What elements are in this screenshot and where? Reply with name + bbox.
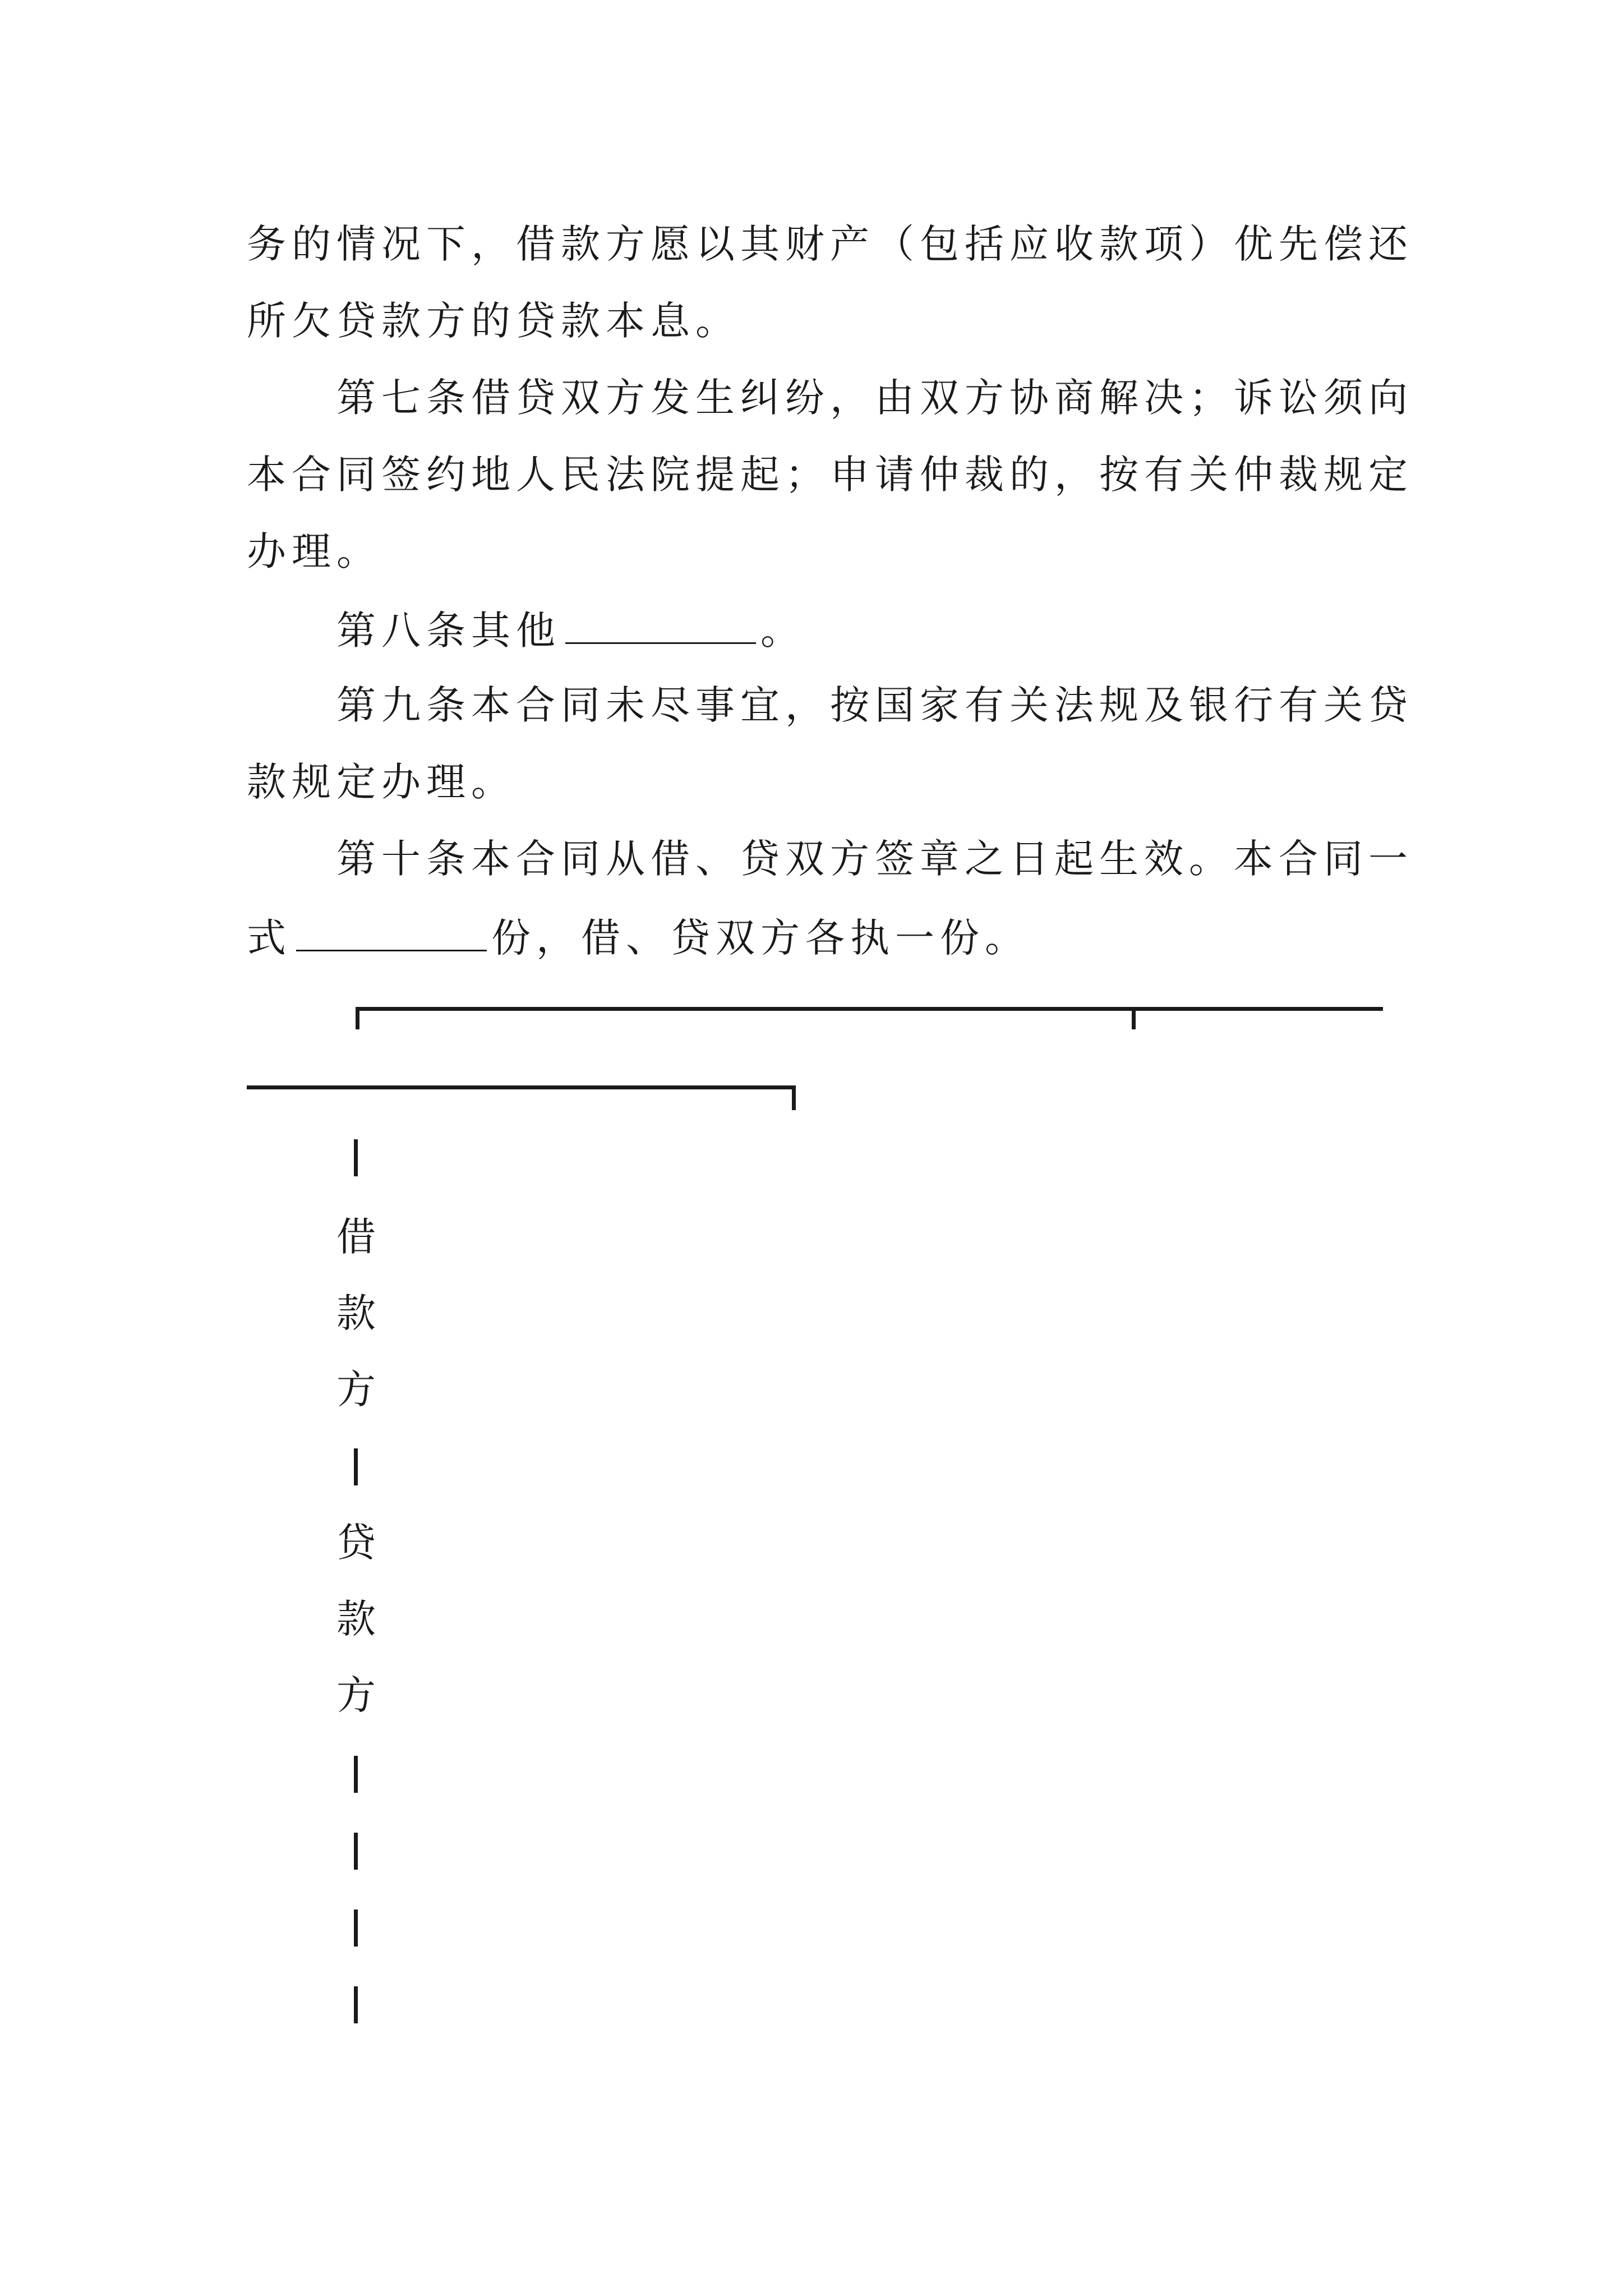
table-second-border [247,1085,796,1089]
borrower-label-char: 借 [336,1214,376,1260]
blank-field[interactable] [296,916,487,951]
article-10-line: 第十条本合同从借、贷双方签章之日起生效。本合同一 [336,836,1413,882]
table-vertical-bar [354,1139,358,1176]
table-corner-left [356,1007,359,1029]
article-8-line [336,608,805,654]
article-9-line: 第九条本合同未尽事宜，按国家有关法规及银行有关贷 [336,682,1413,728]
article-8-end: 。 [760,608,805,654]
table-vertical-bar [354,1448,358,1485]
text-line: 本合同签约地人民法院提起；申请仲裁的，按有关仲裁规定 [247,452,1413,498]
table-corner-right [792,1085,796,1110]
article-8-text: 第八条其他 [336,608,561,654]
table-divider-tick [1132,1007,1136,1029]
copies-suffix: 份，借、贷双方各执一份。 [491,915,1030,961]
text-line: 款规定办理。 [247,759,516,805]
article-7-line: 第七条借贷双方发生纠纷，由双方协商解决；诉讼须向 [336,375,1413,421]
table-top-border [356,1007,1383,1011]
blank-field[interactable] [565,609,756,644]
borrower-label-char: 款 [336,1290,376,1336]
text-line: 所欠贷款方的贷款本息。 [247,298,740,344]
lender-label-char: 款 [336,1596,376,1642]
table-vertical-bar [354,1910,358,1947]
text-line: 务的情况下，借款方愿以其财产（包括应收款项）优先偿还 [247,221,1413,267]
lender-label-char: 方 [336,1672,376,1718]
table-vertical-bar [354,1756,358,1793]
table-vertical-bar [354,1986,358,2023]
borrower-label-char: 方 [336,1366,376,1412]
lender-label-char: 贷 [336,1520,376,1566]
table-vertical-bar [354,1833,358,1870]
text-line: 办理。 [247,528,381,574]
copies-prefix: 式 [247,915,292,961]
article-10-copies-line [247,915,1030,961]
